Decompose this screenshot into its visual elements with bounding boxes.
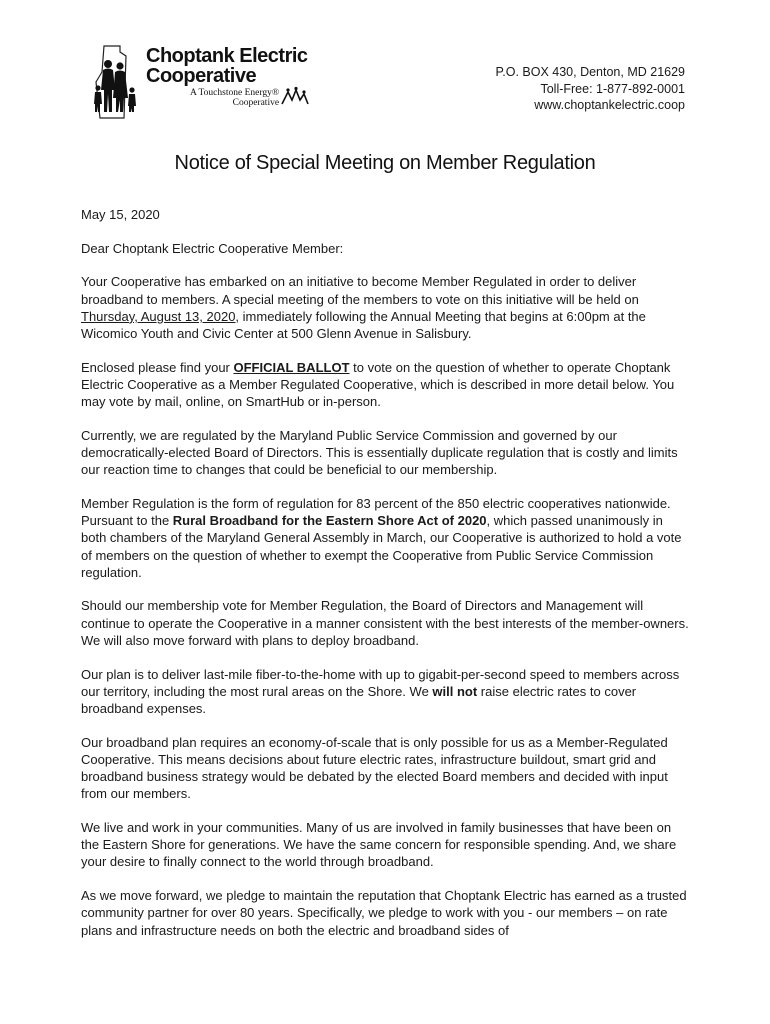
meeting-date: Thursday, August 13, 2020,: [81, 308, 240, 324]
paragraph-9: As we move forward, we pledge to maintain the reputation that Choptank Electric has earned as a trusted community partner for over 80 years. Specifically, we pledge to work with you - our members – on rate plans and infrastructure needs on both the electric and broadband sides of: [81, 888, 687, 938]
paragraph-5: Should our membership vote for Member Regulation, the Board of Directors and Management will continue to operate the Cooperative in a manner consistent with the best interests of the member-owners. We will also move forward with plans to deploy broadband.: [81, 598, 689, 648]
salutation: Dear Choptank Electric Cooperative Member:: [81, 240, 344, 256]
emphasis-will-not: will not: [432, 683, 478, 699]
paragraph-7: Our broadband plan requires an economy-of-scale that is only possible for us as a Member-Regulated Cooperative. This means decisions about future electric rates, infrastructure buildout, smart grid and broadband business strategy would be debated by the elected Board members and decided with input from our members.: [81, 734, 668, 802]
logo-name: Choptank Electric Cooperative: [146, 45, 308, 87]
address-block: [496, 64, 685, 114]
paragraph-6: Our plan is to deliver last-mile fiber-to-the-home with up to gigabit-per-second speed to members across our territory, including the most rural areas on the Shore. We will not raise electric rates to cover broadband expenses.: [81, 666, 680, 716]
official-ballot: OFFICIAL BALLOT: [233, 359, 350, 375]
touchstone-energy-icon: [278, 86, 312, 108]
letter-date: May 15, 2020: [81, 207, 160, 222]
family-silhouette-icon: [86, 42, 146, 122]
website-link[interactable]: www.choptankelectric.coop: [534, 98, 685, 112]
paragraph-3: Currently, we are regulated by the Maryland Public Service Commission and governed by our democratically-elected Board of Directors. This is essentially duplicate regulation that is costly and limits our reaction time to changes that could be beneficial to our membership.: [81, 427, 678, 478]
po-box: P.O. BOX 430, Denton, MD 21629: [495, 65, 685, 79]
letter-body: [81, 206, 691, 955]
page-title: Notice of Special Meeting on Member Regulation: [174, 152, 596, 174]
paragraph-4: Member Regulation is the form of regulation for 83 percent of the 850 electric cooperatives nationwide. Pursuant to the Rural Broadband for the Eastern Shore Act of 2020, which passed unanimously in both chambers of the Maryland General Assembly in March, our Cooperative is authorized to hold a vote of members on the question of whether to exempt the Cooperative from Public Service Commission regulation.: [81, 495, 682, 580]
paragraph-8: We live and work in your communities. Many of us are involved in family businesses that have been on the Eastern Shore for generations. We have the same concern for responsible spending. And, we share your desire to finally connect to the world through broadband.: [81, 819, 677, 870]
logo-tagline: A Touchstone Energy® Cooperative: [190, 88, 280, 108]
company-logo: [86, 42, 326, 122]
toll-free-number: Toll-Free: 1-877-892-0001: [540, 81, 685, 96]
paragraph-1: Your Cooperative has embarked on an initiative to become Member Regulated in order to deliver broadband to members. A special meeting of the members to vote on this initiative will be held on Thursday, August 13, 2020, immediately following the Annual Meeting that begins at 6:00pm at the Wicomico Youth and Civic Center at 500 Glenn Avenue in Salisbury.: [81, 274, 646, 342]
act-name: Rural Broadband for the Eastern Shore Act of 2020: [172, 513, 487, 529]
paragraph-2: Enclosed please find your OFFICIAL BALLOT to vote on the question of whether to operate Choptank Electric Cooperative as a Member Regulated Cooperative, which is described in more detail below. You may vote by mail, online, on SmartHub or in-person.: [81, 359, 675, 410]
